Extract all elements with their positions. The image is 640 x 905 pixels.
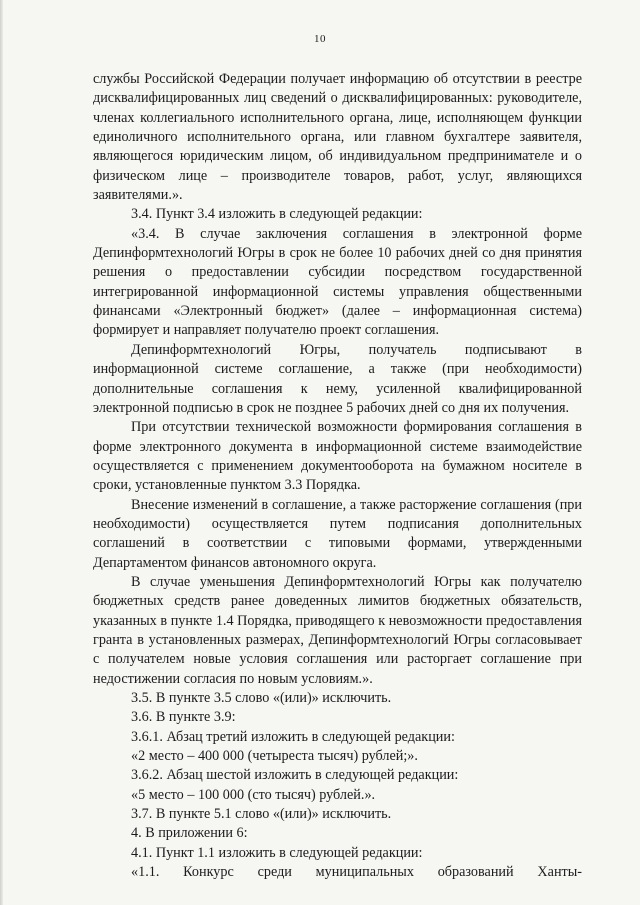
paragraph-limit-reduction: В случае уменьшения Депинформтехнологий Югры как получателю бюджетных средств ранее доведенных лимитов бюджетных обязательств, указанных в пункте 1.4 Порядка, приводящего к невозможности предоставления гранта в установленных размерах, Депинформтехнологий Югры согласовывает с получателем новые условия соглашения или расторгает соглашение при недостижении согласия по новым условиям.». — [93, 573, 582, 687]
paragraph-quote-1-1: «1.1. Конкурс среди муниципальных образований Ханты- — [131, 864, 582, 881]
paragraph-item-3-5: 3.5. В пункте 3.5 слово «(или)» исключить. — [131, 690, 392, 706]
document-body — [93, 70, 582, 882]
paragraph-item-3-6-2: 3.6.2. Абзац шестой изложить в следующей редакции: — [131, 767, 459, 784]
paragraph-amendments: Внесение изменений в соглашение, а также расторжение соглашения (при необходимости) осуществляется путем подписания дополнительных соглашений в соответствии с типовыми формами, утвержденными Департаментом финансов автономного округа. — [93, 496, 582, 571]
paragraph-item-4: 4. В приложении 6: — [131, 825, 248, 842]
paragraph-item-3-6: 3.6. В пункте 3.9: — [131, 709, 236, 726]
paragraph-second-place: «2 место – 400 000 (четыреста тысяч) рублей;». — [131, 748, 418, 765]
paragraph-fifth-place: «5 место – 100 000 (сто тысяч) рублей.». — [131, 786, 376, 803]
page-number: 10 — [314, 33, 326, 45]
paragraph-item-3-4: 3.4. Пункт 3.4 изложить в следующей редакции: — [131, 206, 423, 223]
paragraph-signing: Депинформтехнологий Югры, получатель подписывают в информационной системе соглашение, а также (при необходимости) дополнительные соглашения к нему, усиленной квалифицированной электронной подписью в срок не позднее 5 рабочих дней со дня их получения. — [93, 341, 582, 416]
paragraph-paper-fallback: При отсутствии технической возможности формирования соглашения в форме электронного документа в информационной системе взаимодействие осуществляется с применением документооборота на бумажном носителе в сроки, установленные пунктом 3.3 Порядка. — [93, 419, 582, 494]
paragraph-item-4-1: 4.1. Пункт 1.1 изложить в следующей редакции: — [131, 844, 423, 861]
paragraph-continuation: службы Российской Федерации получает информацию об отсутствии в реестре дисквалифицированных лиц сведений о дисквалифицированных: руководителе, членах коллегиального исполнительного органа, лице, исполняющем функции единоличного исполнительного органа, или главном бухгалтере заявителя, являющегося юридическим лицом, об индивидуальном предпринимателе и о физическом лице – производителе товаров, работ, услуг, являющихся заявителями.». — [93, 71, 582, 204]
paragraph-item-3-7: 3.7. В пункте 5.1 слово «(или)» исключить. — [131, 806, 392, 823]
page-left-edge — [0, 0, 3, 905]
paragraph-item-3-6-1: 3.6.1. Абзац третий изложить в следующей редакции: — [131, 728, 455, 745]
paragraph-quote-3-4: «3.4. В случае заключения соглашения в электронной форме Депинформтехнологий Югры в срок не более 10 рабочих дней со дня принятия решения о предоставлении субсидии посредством государственной интегрированной информационной системы управления общественными финансами «Электронный бюджет» (далее – информационная система) формирует и направляет получателю проект соглашения. — [93, 225, 582, 339]
